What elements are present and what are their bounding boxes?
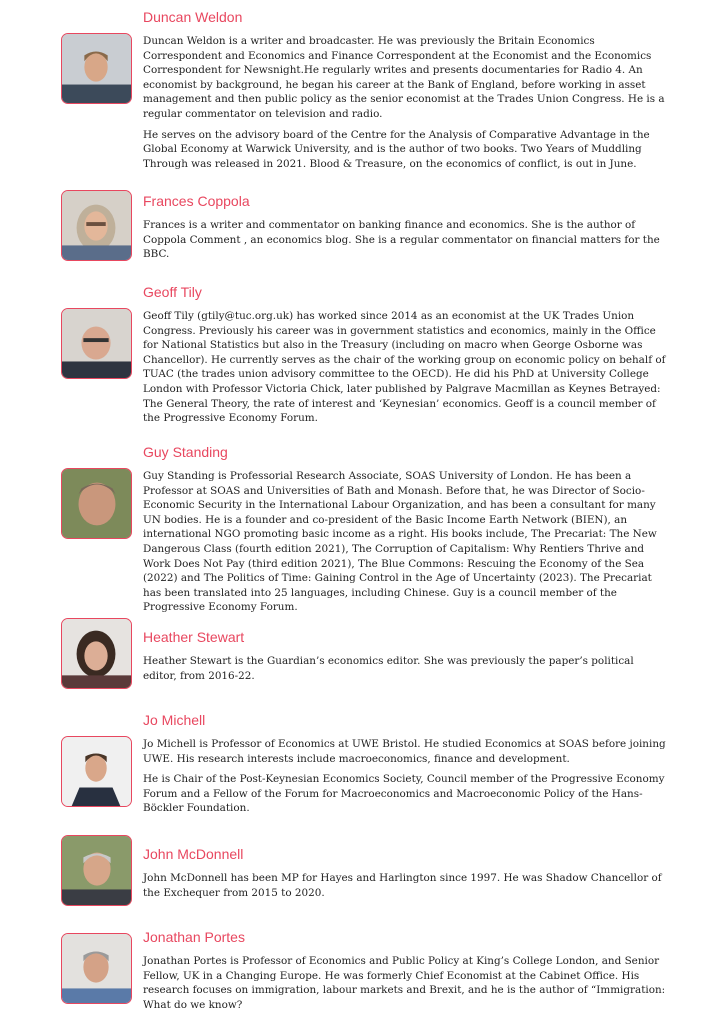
portrait-photo — [61, 835, 132, 906]
portrait-photo — [61, 190, 132, 261]
portrait-photo — [61, 933, 132, 1004]
person-name: Heather Stewart — [143, 629, 245, 645]
person-name: Duncan Weldon — [143, 9, 243, 25]
person-name: Jonathan Portes — [143, 929, 245, 945]
bio-paragraph: Jonathan Portes is Professor of Economics and Public Policy at King’s College London, and Senior Fellow, UK in a Changing Europe. He was formerly Chief Economist at the Cabinet Office. His research focuses on immigration, labour markets and Brexit, and he is the author of “Immigration: What do we know? — [143, 955, 666, 1011]
bio-text — [143, 954, 668, 1018]
portrait-photo — [61, 33, 132, 104]
portrait-photo — [61, 618, 132, 689]
bio-text — [143, 654, 668, 689]
bio-text — [143, 871, 668, 906]
bio-paragraph: Jo Michell is Professor of Economics at UWE Bristol. He studied Economics at SOAS before joining UWE. His research interests include macroeconomics, finance and development. — [143, 738, 666, 765]
person-name: Guy Standing — [143, 444, 228, 460]
portrait-photo — [61, 736, 132, 807]
portrait-photo — [61, 468, 132, 539]
bio-paragraph: John McDonnell has been MP for Hayes and Harlington since 1997. He was Shadow Chancellor of the Exchequer from 2015 to 2020. — [143, 872, 662, 899]
portrait-photo — [61, 308, 132, 379]
bio-paragraph: Duncan Weldon is a writer and broadcaster. He was previously the Britain Economics Correspondent and Economics and Finance Correspondent at the Economist and the Economics Correspondent for Newsnight.He regularly writes and presents documentaries for Radio 4. An economist by background, he began his career at the Bank of England, before working in asset management and then public policy as the senior economist at the Trades Union Congress. He is a regular commentator on television and radio. — [143, 35, 665, 120]
bio-text — [143, 469, 668, 621]
bio-text — [143, 309, 668, 432]
bio-paragraph: Geoff Tily (gtily@tuc.org.uk) has worked since 2014 as an economist at the UK Trades Union Congress. Previously his career was in government statistics and economics, mainly in the Office for National Statistics but also in the Treasury (including on macro when George Osborne was Chancellor). He currently serves as the chair of the working group on economic policy on behalf of TUAC (the trades union advisory committee to the OECD). He did his PhD at University College London with Professor Victoria Chick, later published by Palgrave Macmillan as Keynes Betrayed: The General Theory, the rate of interest and ‘Keynesian’ economics. Geoff is a council member of the Progressive Economy Forum. — [143, 310, 666, 425]
bio-text — [143, 218, 668, 268]
bio-text — [143, 34, 668, 177]
person-name: Geoff Tily — [143, 284, 202, 300]
bio-paragraph: Frances is a writer and commentator on banking finance and economics. She is the author of Coppola Comment , an economics blog. She is a regular commentator on financial matters for the BBC. — [143, 219, 660, 261]
bio-paragraph: He serves on the advisory board of the Centre for the Analysis of Comparative Advantage in the Global Economy at Warwick University, and is the author of two books. Two Years of Muddling Through was released in 2021. Blood & Treasure, on the economics of conflict, is out in June. — [143, 128, 650, 170]
person-name: Jo Michell — [143, 712, 206, 728]
bio-paragraph: He is Chair of the Post-Keynesian Economics Society, Council member of the Progressive Economy Forum and a Fellow of the Forum for Macroeconomics and Macroeconomic Policy of the Hans-Böckler Foundation. — [143, 773, 665, 815]
bio-paragraph: Guy Standing is Professorial Research Associate, SOAS University of London. He has been a Professor at SOAS and Universities of Bath and Monash. Before that, he was Director of Socio-Economic Security in the International Labour Organization, and has been a consultant for many UN bodies. He is a founder and co-president of the Basic Income Earth Network (BIEN), an international NGO promoting basic income as a right. His books include, The Precariat: The New Dangerous Class (fourth edition 2021), The Corruption of Capitalism: Why Rentiers Thrive and Work Does Not Pay (third edition 2021), The Blue Commons: Rescuing the Economy of the Sea (2022) and The Politics of Time: Gaining Control in the Age of Uncertainty (2023). The Precariat has been translated into 25 languages, including Chinese. Guy is a council member of the Progressive Economy Forum. — [143, 470, 657, 614]
person-name: Frances Coppola — [143, 193, 250, 209]
person-name: John McDonnell — [143, 846, 244, 862]
bio-text — [143, 737, 668, 822]
bio-paragraph: Heather Stewart is the Guardian’s economics editor. She was previously the paper’s political editor, from 2016-22. — [143, 655, 634, 682]
